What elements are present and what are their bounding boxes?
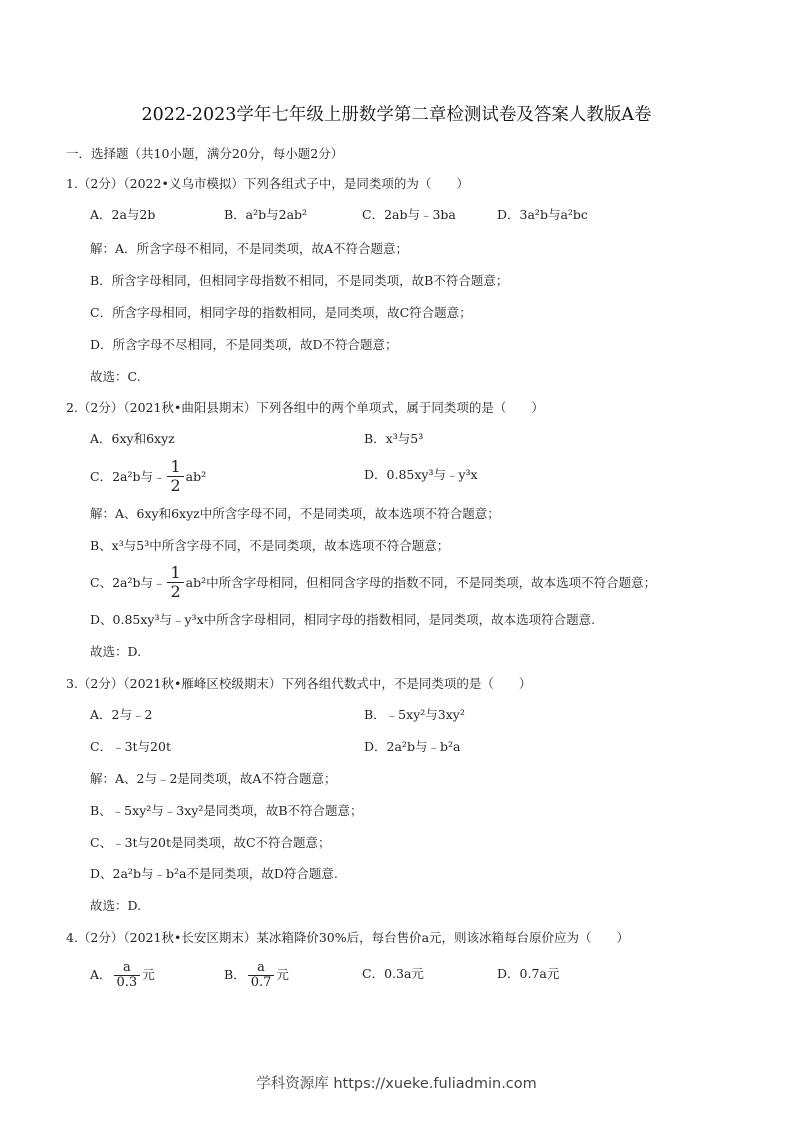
q3-answer: 故选：D.	[90, 898, 142, 913]
q4-option-b-unit: 元	[276, 967, 289, 982]
q4-option-b-label: B．	[224, 967, 246, 982]
q4-option-d: D．0.7a元	[497, 966, 560, 981]
q2-option-c-suffix: ab²	[185, 468, 207, 484]
q3-option-d: D．2a²b与﹣b²a	[364, 739, 461, 754]
q2-solution-c-prefix: C、2a²b与﹣	[90, 574, 166, 590]
q3-solution-b: B、﹣5xy²与﹣3xy²是同类项，故B不符合题意；	[90, 803, 363, 818]
q1-option-b: B．a²b与2ab²	[224, 207, 308, 222]
fraction-denominator: 0.7	[248, 975, 275, 990]
q4-option-a-label: A．	[90, 967, 112, 982]
footer-watermark: 学科资源库 https://xueke.fuliadmin.com	[256, 1076, 537, 1092]
page-title: 2022-2023学年七年级上册数学第二章检测试卷及答案人教版A卷	[141, 105, 652, 125]
q2-option-c	[90, 458, 206, 495]
q4-option-a	[90, 958, 155, 992]
q1-solution-a: 解：A．所含字母不相同，不是同类项，故A不符合题意；	[90, 241, 409, 256]
q4-option-a-unit: 元	[142, 967, 155, 982]
q3-solution-c: C、﹣3t与20t是同类项，故C不符合题意；	[90, 835, 331, 850]
q4-option-b	[224, 958, 289, 992]
q1-option-a: A．2a与2b	[90, 207, 156, 222]
q2-option-d: D．0.85xy³与﹣y³x	[364, 467, 478, 482]
q2-option-b: B．x³与5³	[364, 431, 424, 446]
q2-solution-c-suffix: ab²中所含字母相同，但相同含字母的指数不同，不是同类项，故本选项不符合题意；	[185, 574, 657, 590]
q3-stem: 3.（2分）（2021秋•雁峰区校级期末）下列各组代数式中，不是同类项的是（ ）	[66, 676, 532, 691]
q1-solution-c: C．所含字母相同，相同字母的指数相同，是同类项，故C符合题意；	[90, 305, 472, 320]
q2-solution-d: D、0.85xy³与﹣y³x中所含字母相同，相同字母的指数相同，是同类项，故本选项符合题意.	[90, 612, 596, 627]
q1-answer: 故选：C.	[90, 369, 141, 384]
section-heading: 一．选择题（共10小题，满分20分，每小题2分）	[66, 146, 344, 161]
q1-solution-d: D．所含字母不尽相同，不是同类项，故D不符合题意；	[90, 337, 398, 352]
q1-stem: 1.（2分）（2022•义乌市模拟）下列各组式子中，是同类项的为（ ）	[66, 176, 469, 191]
q3-option-b: B．﹣5xy²与3xy²	[364, 707, 465, 722]
q2-solution-b: B、x³与5³中所含字母不同，不是同类项，故本选项不符合题意；	[90, 538, 450, 553]
q4-option-c: C．0.3a元	[362, 966, 424, 981]
fraction-numerator: a	[122, 959, 131, 975]
q2-answer: 故选：D.	[90, 644, 142, 659]
fraction-denominator: 2	[167, 476, 183, 495]
q2-stem: 2.（2分）（2021秋•曲阳县期末）下列各组中的两个单项式，属于同类项的是（ ）	[66, 400, 544, 415]
q1-solution-b: B．所含字母相同，但相同字母指数不相同，不是同类项，故B不符合题意；	[90, 273, 509, 288]
a-over-0.3-fraction	[114, 961, 141, 990]
q1-option-d: D．3a²b与a²bc	[497, 207, 588, 222]
fraction-numerator: 1	[170, 457, 181, 476]
fraction-denominator: 2	[167, 582, 183, 601]
q3-solution-a: 解：A、2与﹣2是同类项，故A不符合题意；	[90, 771, 337, 786]
one-half-fraction	[167, 564, 183, 601]
q2-solution-a: 解：A、6xy和6xyz中所含字母不同，不是同类项，故本选项不符合题意；	[90, 506, 500, 521]
q3-option-c: C．﹣3t与20t	[90, 739, 171, 754]
q2-option-a: A．6xy和6xyz	[90, 431, 175, 446]
a-over-0.7-fraction	[248, 961, 275, 990]
q4-stem: 4.（2分）（2021秋•长安区期末）某冰箱降价30%后，每台售价a元，则该冰箱每台原价应为（ ）	[66, 930, 630, 945]
q3-option-a: A．2与﹣2	[90, 707, 153, 722]
fraction-numerator: a	[257, 959, 265, 975]
q2-option-c-prefix: C．2a²b与﹣	[90, 468, 166, 484]
q2-solution-c	[90, 564, 656, 601]
one-half-fraction	[167, 458, 183, 495]
q3-solution-d: D、2a²b与﹣b²a不是同类项，故D符合题意.	[90, 866, 338, 881]
fraction-denominator: 0.3	[114, 975, 141, 990]
q1-option-c: C．2ab与﹣3ba	[362, 207, 456, 222]
fraction-numerator: 1	[170, 563, 181, 582]
